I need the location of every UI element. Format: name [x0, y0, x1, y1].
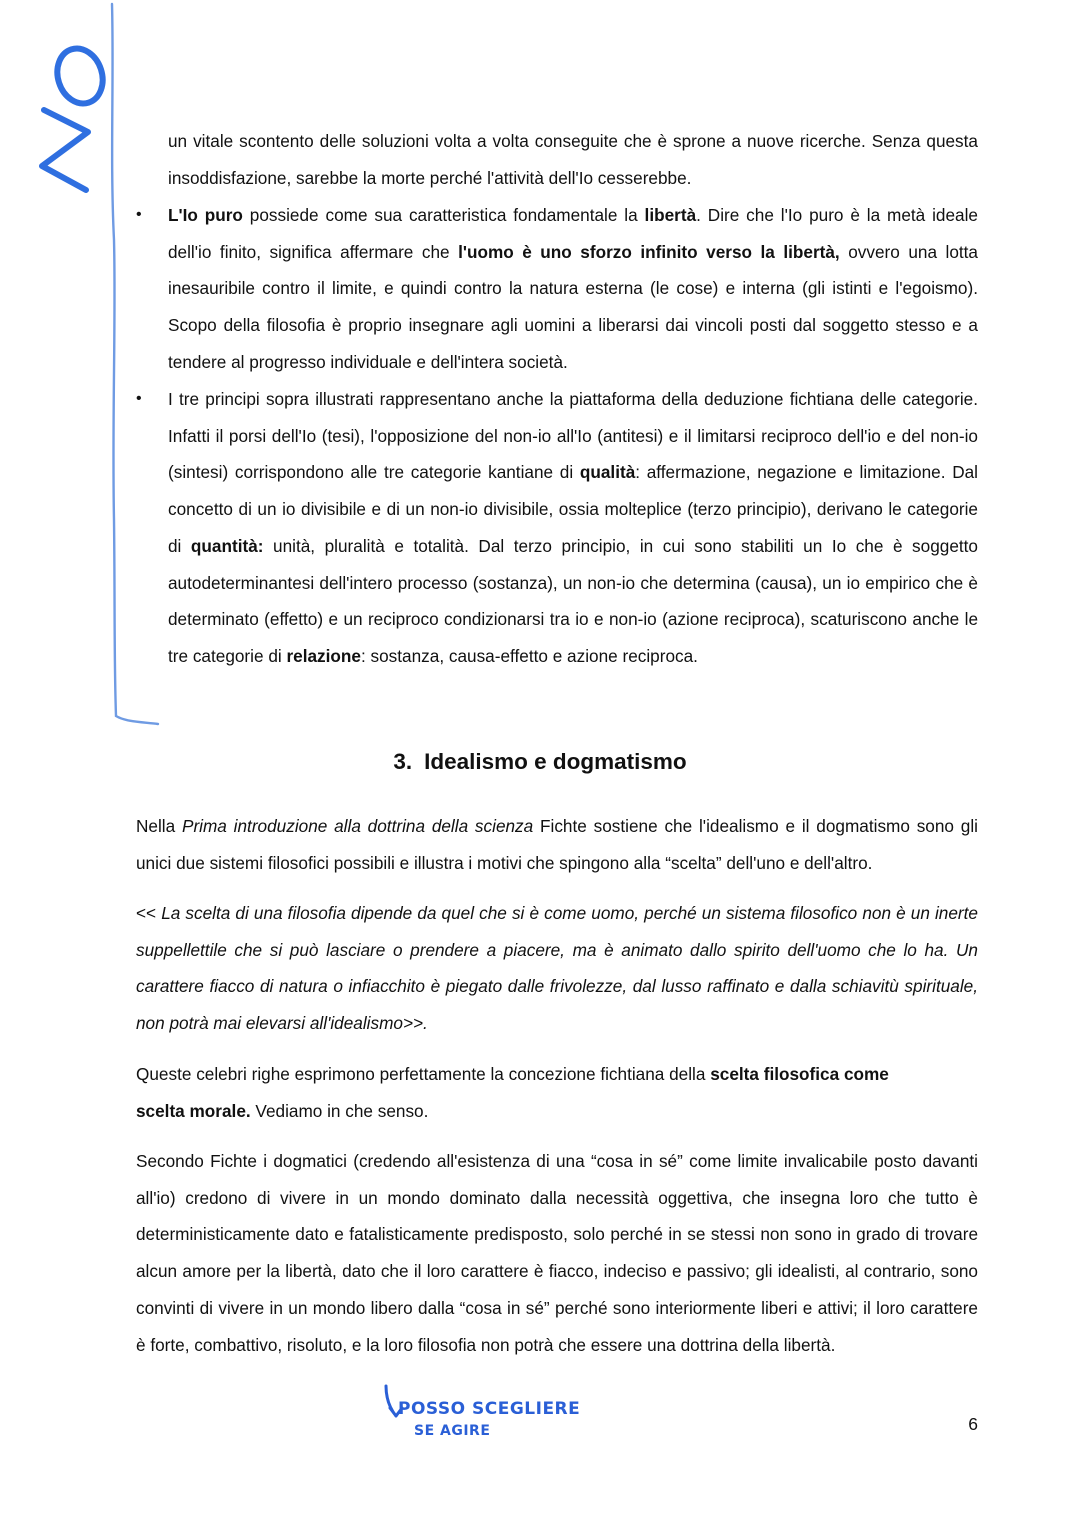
handwritten-note	[374, 1398, 580, 1442]
text-span: I tre principi sopra illustrati rappresentano anche la piattaforma della deduzione fichtiana delle categorie. Infatti il porsi dell'Io (tesi), l'opposizione del non-io all'Io (antitesi) e il limitarsi reciproco dell'io e del non-io (sintesi) corrispondono alle tre categorie kantiane di	[168, 389, 978, 483]
paragraph-scelta-morale	[136, 1056, 936, 1129]
text-span: ovvero una lotta inesauribile contro il limite, e quindi contro la natura esterna (le cose) e interna (gli istinti e l'egoismo). Scopo della filosofia è proprio insegnare agli uomini a liberarsi dai vincoli posti dal soggetto stesso e a tendere al progresso individuale e dell'intera società.	[168, 241, 978, 372]
handwritten-note-line2: SE AGIRE	[414, 1423, 491, 1439]
term-liberta: libertà	[644, 205, 697, 225]
quote-block	[136, 895, 978, 1042]
text-span: unità, pluralità e totalità. Dal terzo principio, in cui sono stabiliti un Io che è soggetto autodeterminantesi dell'intero processo (sostanza), un non-io che determina (causa), un io empirico che è determinato (effetto) e un reciproco condizionarsi tra io e non-io (azione reciproca), scaturiscono anche le tre categorie di	[168, 535, 978, 666]
paragraph-text: Secondo Fichte i dogmatici (credendo all'esistenza di una “cosa in sé” come limite invalicabile posto davanti all'io) credono di vivere in un mondo dominato dalla necessità oggettiva, che insegna loro che tutto è deterministicamente dato e fatalisticamente predisposto, solo perché in se stessi non sono in grado di trovare alcun amore per la libertà, dato che il loro carattere è fiacco, indeciso e passivo; gli idealisti, al contrario, sono convinti di vivere in un mondo libero dalla “cosa in sé” perché sono interiormente liberi e attivi; il loro carattere è forte, combattivo, risoluto, e la loro filosofia non potrà che essere una dottrina della libertà.	[136, 1151, 978, 1355]
text-span: : affermazione, negazione e limitazione. Dal concetto di un io divisibile e di un non-io divisibile, ossia molteplice (terzo principio), derivano le categorie di	[168, 462, 978, 556]
term-relazione: relazione	[286, 645, 361, 666]
text-span: Vediamo in che senso.	[250, 1100, 429, 1121]
margin-line	[100, 0, 170, 740]
bullet-dot: •	[136, 390, 142, 407]
term-scelta-morale: scelta filosofica come scelta morale.	[136, 1064, 889, 1121]
quote-open: <<	[136, 903, 162, 923]
text-span: Nella	[136, 816, 182, 836]
bullet-dot: •	[136, 206, 142, 223]
intro-paragraph	[168, 123, 978, 196]
paragraph-dogmatici-idealisti	[136, 1143, 978, 1363]
section-number: 3.	[393, 749, 413, 774]
section-heading	[0, 749, 1080, 775]
bullet-text	[168, 381, 978, 675]
term-qualita: qualità	[579, 462, 636, 483]
term-quantita: quantità:	[190, 535, 264, 556]
text-span: : sostanza, causa-effetto e azione reciproca.	[360, 645, 698, 666]
text-span: Queste celebri righe esprimono perfettamente la concezione fichtiana della	[136, 1064, 711, 1084]
paragraph-intro-idealismo	[136, 808, 978, 881]
text-span: possiede come sua caratteristica fondamentale la	[242, 205, 645, 225]
section-title: Idealismo e dogmatismo	[424, 749, 687, 774]
book-title: Prima introduzione alla dottrina della scienza	[181, 816, 534, 836]
handwritten-no-mark	[28, 28, 108, 198]
bullet-text	[168, 197, 978, 381]
text-span: Fichte sostiene che l'idealismo e il dogmatismo sono gli unici due sistemi filosofici possibili e illustra i motivi che spingono alla “scelta” dell'uno e dell'altro.	[136, 816, 978, 873]
handwritten-note-line1: POSSO SCEGLIERE	[398, 1399, 581, 1419]
term-sforzo-infinito: l'uomo è uno sforzo infinito verso la libertà,	[458, 241, 840, 262]
term-io-puro: L'Io puro	[168, 205, 243, 225]
page-number: 6	[968, 1414, 978, 1434]
intro-text: un vitale scontento delle soluzioni volta a volta conseguite che è sprone a nuove ricerche. Senza questa insoddisfazione, sarebbe la morte perché l'attività dell'Io cesserebbe.	[168, 131, 978, 188]
quote-text: La scelta di una filosofia dipende da quel che si è come uomo, perché un sistema filosofico non è un inerte suppellettile che si può lasciare o prendere a piacere, ma è animato dallo spirito dell'uomo che lo ha. Un carattere fiacco di natura o infiacchito è piegato dalle frivolezze, dal lusso raffinato e dalla schiavitù spirituale, non potrà mai elevarsi all'idealismo>>.	[136, 903, 978, 1034]
text-span: . Dire che l'Io puro è la metà ideale dell'io finito, significa affermare che	[168, 205, 978, 262]
